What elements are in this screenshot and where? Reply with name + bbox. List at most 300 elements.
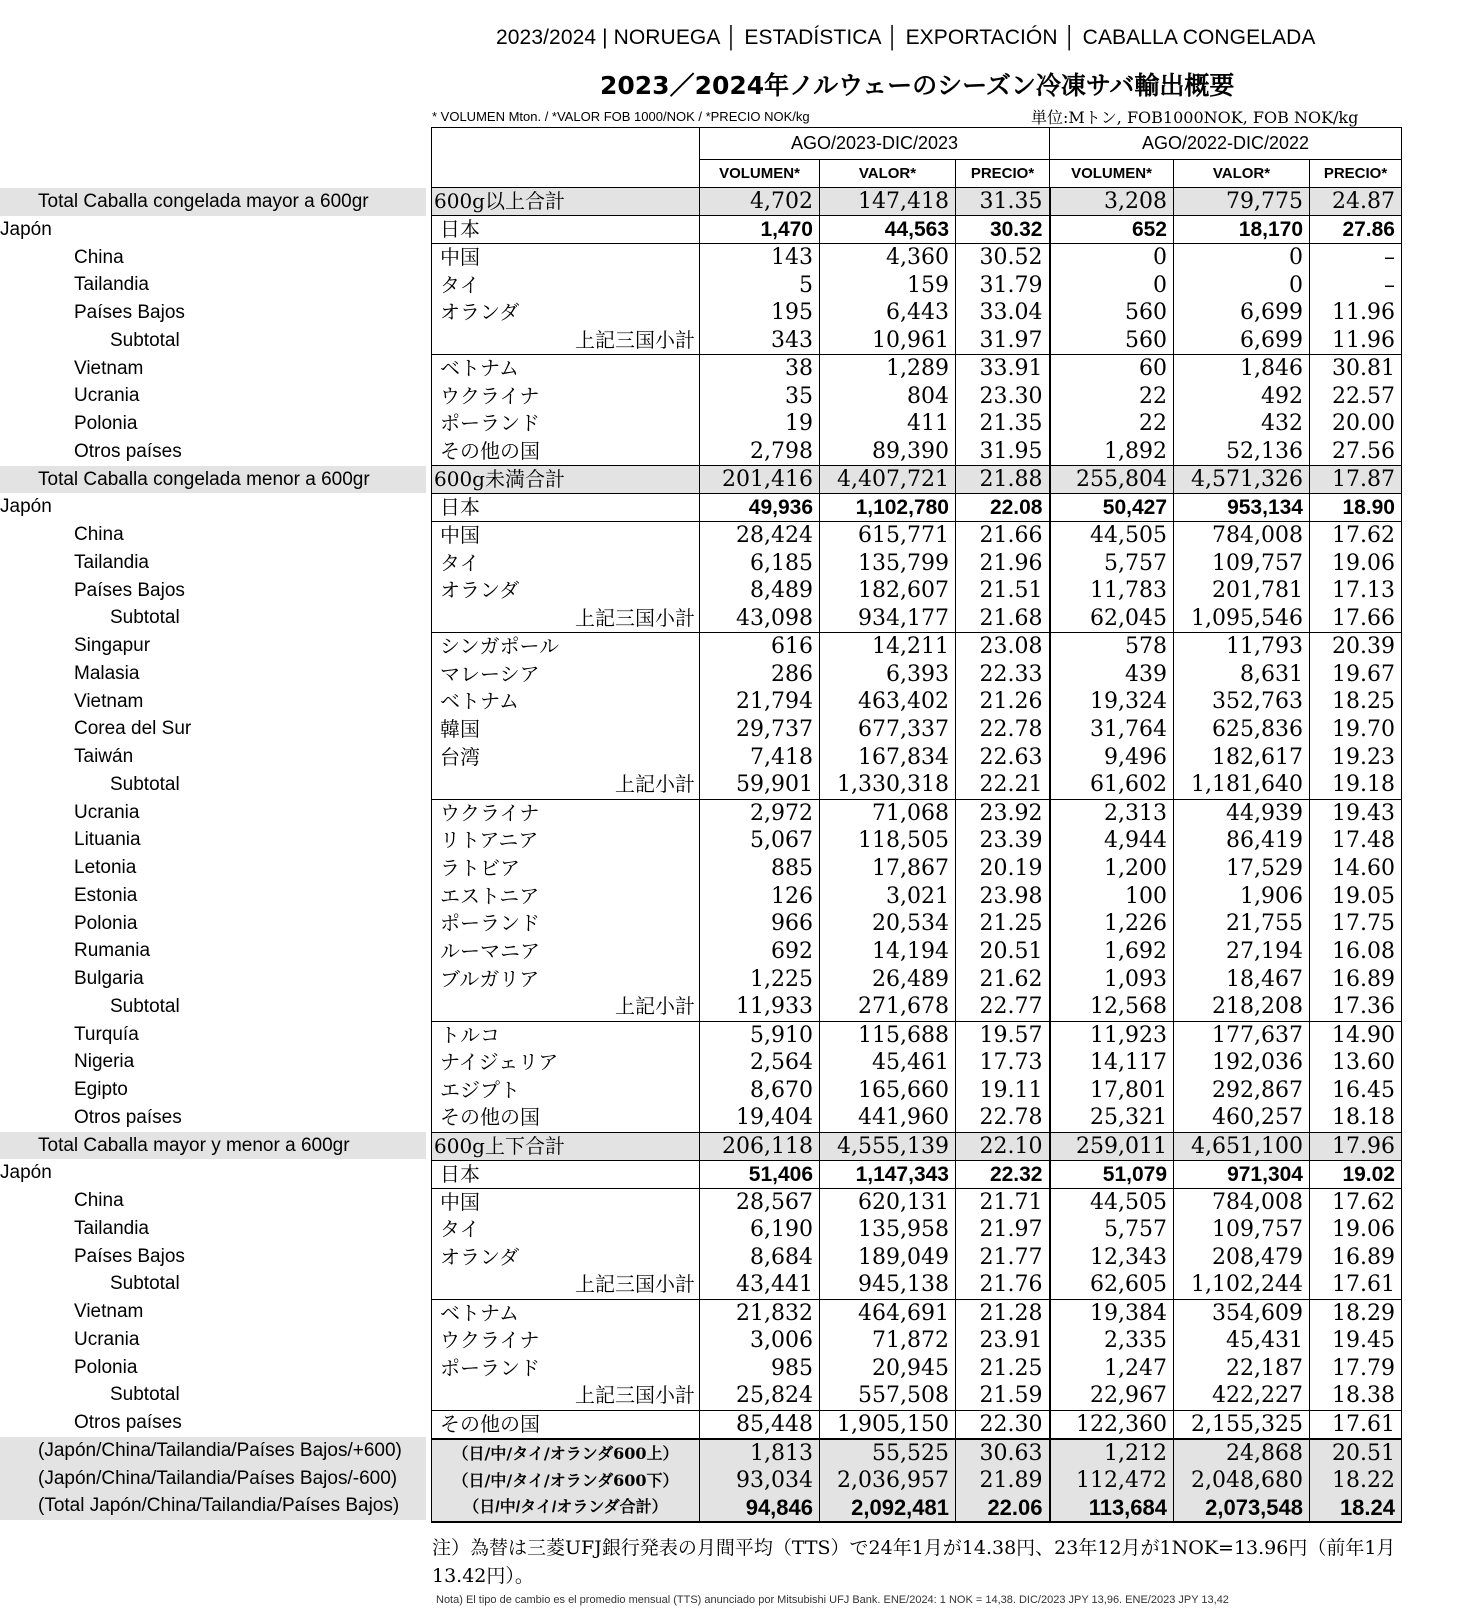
period-2022-header: AGO/2022-DIC/2022 xyxy=(1050,128,1402,160)
cell-precio-2023: 21.25 xyxy=(956,910,1050,938)
table-row xyxy=(432,882,1402,910)
cell-volumen-2022: 439 xyxy=(1050,660,1174,688)
row-label-es: Subtotal xyxy=(110,329,180,351)
cell-volumen-2023: 43,098 xyxy=(700,605,820,633)
row-label-jp: 上記小計 xyxy=(432,771,700,799)
cell-volumen-2023: 2,798 xyxy=(700,438,820,466)
cell-volumen-2023: 8,670 xyxy=(700,1077,820,1105)
cell-precio-2022: 17.96 xyxy=(1310,1132,1402,1160)
cell-valor-2022: 208,479 xyxy=(1174,1244,1310,1272)
table-row xyxy=(432,771,1402,799)
cell-valor-2022: 784,008 xyxy=(1174,522,1310,550)
cell-volumen-2023: 11,933 xyxy=(700,993,820,1021)
cell-precio-2022: 30.81 xyxy=(1310,355,1402,383)
cell-valor-2023: 135,958 xyxy=(820,1216,956,1244)
row-label-jp: エストニア xyxy=(432,882,700,910)
row-label-jp: ウクライナ xyxy=(432,382,700,410)
cell-volumen-2022: 44,505 xyxy=(1050,522,1174,550)
row-label-jp: オランダ xyxy=(432,1244,700,1272)
row-label-es: Países Bajos xyxy=(74,579,185,601)
row-label-es: Otros países xyxy=(74,440,182,462)
cell-precio-2023: 21.77 xyxy=(956,1244,1050,1272)
cell-volumen-2023: 19 xyxy=(700,410,820,438)
cell-volumen-2022: 5,757 xyxy=(1050,549,1174,577)
row-label-jp: 上記三国小計 xyxy=(432,327,700,355)
cell-valor-2023: 1,147,343 xyxy=(820,1160,956,1188)
row-label-es: Egipto xyxy=(74,1079,128,1100)
cell-precio-2023: 23.91 xyxy=(956,1327,1050,1355)
cell-volumen-2023: 3,006 xyxy=(700,1327,820,1355)
cell-valor-2022: 177,637 xyxy=(1174,1021,1310,1049)
cell-precio-2022: 27.56 xyxy=(1310,438,1402,466)
cell-volumen-2022: 62,045 xyxy=(1050,605,1174,633)
cell-precio-2022: 18.25 xyxy=(1310,688,1402,716)
cell-valor-2022: 17,529 xyxy=(1174,855,1310,883)
row-label-jp: その他の国 xyxy=(432,1104,700,1132)
cell-valor-2023: 620,131 xyxy=(820,1188,956,1216)
cell-precio-2022: 17.62 xyxy=(1310,1188,1402,1216)
cell-volumen-2023: 985 xyxy=(700,1355,820,1383)
row-label-es: Letonia xyxy=(74,857,137,878)
cell-volumen-2022: 0 xyxy=(1050,271,1174,299)
cell-volumen-2022: 61,602 xyxy=(1050,771,1174,799)
cell-precio-2023: 22.10 xyxy=(956,1132,1050,1160)
cell-volumen-2022: 11,923 xyxy=(1050,1021,1174,1049)
row-label-es: Rumania xyxy=(74,940,151,962)
table-row xyxy=(432,799,1402,827)
cell-valor-2022: 6,699 xyxy=(1174,299,1310,327)
cell-volumen-2023: 8,489 xyxy=(700,577,820,605)
cell-precio-2022: 19.02 xyxy=(1310,1160,1402,1188)
units-note-jp: 単位:Mトン, FOB1000NOK, FOB NOK/kg xyxy=(1031,108,1359,127)
cell-volumen-2022: 17,801 xyxy=(1050,1077,1174,1105)
row-label-jp: （日/中/タイ/オランダ600上） xyxy=(432,1439,700,1467)
cell-volumen-2022: 1,247 xyxy=(1050,1355,1174,1383)
cell-valor-2023: 89,390 xyxy=(820,438,956,466)
row-label-jp: 上記三国小計 xyxy=(432,605,700,633)
cell-precio-2022: 18.18 xyxy=(1310,1104,1402,1132)
cell-valor-2022: 86,419 xyxy=(1174,827,1310,855)
cell-valor-2023: 677,337 xyxy=(820,716,956,744)
cell-valor-2022: 1,181,640 xyxy=(1174,771,1310,799)
cell-volumen-2023: 43,441 xyxy=(700,1271,820,1299)
cell-precio-2023: 21.71 xyxy=(956,1188,1050,1216)
cell-valor-2023: 557,508 xyxy=(820,1382,956,1410)
cell-valor-2022: 11,793 xyxy=(1174,633,1310,661)
cell-precio-2023: 20.51 xyxy=(956,938,1050,966)
cell-valor-2023: 463,402 xyxy=(820,688,956,716)
row-label-es: Subtotal xyxy=(110,1273,180,1295)
cell-volumen-2022: 12,343 xyxy=(1050,1244,1174,1272)
table-row xyxy=(432,855,1402,883)
table-row xyxy=(432,549,1402,577)
cell-valor-2023: 271,678 xyxy=(820,993,956,1021)
row-label-es: Japón xyxy=(0,496,52,518)
cell-volumen-2023: 1,813 xyxy=(700,1439,820,1467)
cell-valor-2022: 1,906 xyxy=(1174,882,1310,910)
export-table xyxy=(431,127,1402,1523)
cell-volumen-2022: 22,967 xyxy=(1050,1382,1174,1410)
table-row xyxy=(432,910,1402,938)
row-label-jp: （日/中/タイ/オランダ600下） xyxy=(432,1467,700,1495)
row-label-jp: その他の国 xyxy=(432,438,700,466)
cell-precio-2023: 21.35 xyxy=(956,410,1050,438)
cell-volumen-2023: 6,190 xyxy=(700,1216,820,1244)
cell-precio-2023: 21.68 xyxy=(956,605,1050,633)
table-row xyxy=(432,244,1402,272)
row-label-es: Ucrania xyxy=(74,1328,140,1350)
row-label-es: Singapur xyxy=(74,635,151,656)
row-label-jp: ナイジェリア xyxy=(432,1049,700,1077)
cell-volumen-2023: 286 xyxy=(700,660,820,688)
row-label-es: Polonia xyxy=(74,413,138,434)
row-label-es: Vietnam xyxy=(74,690,144,712)
cell-volumen-2022: 578 xyxy=(1050,633,1174,661)
cell-valor-2022: 182,617 xyxy=(1174,744,1310,772)
cell-volumen-2023: 343 xyxy=(700,327,820,355)
cell-precio-2023: 21.76 xyxy=(956,1271,1050,1299)
cell-valor-2023: 804 xyxy=(820,382,956,410)
cell-volumen-2023: 94,846 xyxy=(700,1494,820,1522)
row-label-jp: ベトナム xyxy=(432,688,700,716)
cell-valor-2023: 2,092,481 xyxy=(820,1494,956,1522)
row-label-jp: ウクライナ xyxy=(432,799,700,827)
cell-precio-2022: 20.51 xyxy=(1310,1439,1402,1467)
cell-precio-2022: 19.06 xyxy=(1310,1216,1402,1244)
row-label-jp: 韓国 xyxy=(432,716,700,744)
cell-volumen-2022: 0 xyxy=(1050,244,1174,272)
cell-volumen-2023: 126 xyxy=(700,882,820,910)
cell-volumen-2023: 5,910 xyxy=(700,1021,820,1049)
cell-valor-2023: 1,330,318 xyxy=(820,771,956,799)
cell-precio-2022: 19.05 xyxy=(1310,882,1402,910)
cell-valor-2022: 24,868 xyxy=(1174,1439,1310,1467)
table-row xyxy=(432,382,1402,410)
cell-valor-2022: 201,781 xyxy=(1174,577,1310,605)
cell-valor-2022: 18,467 xyxy=(1174,966,1310,994)
cell-precio-2022: 16.08 xyxy=(1310,938,1402,966)
table-row xyxy=(432,1494,1402,1522)
cell-valor-2023: 10,961 xyxy=(820,327,956,355)
cell-valor-2023: 135,799 xyxy=(820,549,956,577)
row-label-es: Bulgaria xyxy=(74,968,144,989)
cell-valor-2023: 2,036,957 xyxy=(820,1467,956,1495)
spanish-row-labels xyxy=(0,188,426,1520)
cell-valor-2023: 441,960 xyxy=(820,1104,956,1132)
cell-precio-2023: 21.89 xyxy=(956,1467,1050,1495)
units-note-es: * VOLUMEN Mton. / *VALOR FOB 1000/NOK / *PRECIO NOK/kg xyxy=(432,109,810,124)
cell-valor-2022: 352,763 xyxy=(1174,688,1310,716)
cell-precio-2023: 22.32 xyxy=(956,1160,1050,1188)
row-label-es: Ucrania xyxy=(74,385,140,407)
cell-precio-2022: 22.57 xyxy=(1310,382,1402,410)
cell-volumen-2023: 1,225 xyxy=(700,966,820,994)
cell-valor-2022: 2,155,325 xyxy=(1174,1410,1310,1439)
cell-precio-2023: 17.73 xyxy=(956,1049,1050,1077)
row-label-es: Japón xyxy=(0,218,52,240)
cell-valor-2023: 4,407,721 xyxy=(820,466,956,494)
cell-volumen-2022: 1,692 xyxy=(1050,938,1174,966)
cell-volumen-2023: 5 xyxy=(700,271,820,299)
cell-precio-2022: 19.70 xyxy=(1310,716,1402,744)
cell-valor-2023: 3,021 xyxy=(820,882,956,910)
cell-precio-2022: 17.75 xyxy=(1310,910,1402,938)
cell-precio-2022: 19.43 xyxy=(1310,799,1402,827)
row-label-es: Total Caballa congelada mayor a 600gr xyxy=(0,188,426,216)
row-label-es: Otros países xyxy=(74,1412,182,1433)
cell-precio-2023: 20.19 xyxy=(956,855,1050,883)
cell-volumen-2023: 143 xyxy=(700,244,820,272)
cell-precio-2023: 22.08 xyxy=(956,494,1050,522)
cell-volumen-2023: 201,416 xyxy=(700,466,820,494)
cell-precio-2022: 19.18 xyxy=(1310,771,1402,799)
cell-valor-2023: 20,534 xyxy=(820,910,956,938)
cell-precio-2022: 11.96 xyxy=(1310,299,1402,327)
cell-valor-2022: 27,194 xyxy=(1174,938,1310,966)
cell-valor-2022: 2,073,548 xyxy=(1174,1494,1310,1522)
table-row xyxy=(432,271,1402,299)
cell-precio-2022: 16.45 xyxy=(1310,1077,1402,1105)
row-label-jp: ベトナム xyxy=(432,1299,700,1327)
cell-precio-2023: 23.39 xyxy=(956,827,1050,855)
cell-valor-2023: 71,068 xyxy=(820,799,956,827)
row-label-es: (Japón/China/Tailandia/Países Bajos/+600) xyxy=(0,1437,426,1465)
cell-precio-2023: 31.95 xyxy=(956,438,1050,466)
cell-valor-2022: 52,136 xyxy=(1174,438,1310,466)
row-label-es: Subtotal xyxy=(110,1384,180,1406)
row-label-jp: タイ xyxy=(432,271,700,299)
export-table-wrapper xyxy=(431,127,1402,1523)
row-label-jp: 日本 xyxy=(432,1160,700,1188)
row-label-es: Nigeria xyxy=(74,1051,135,1073)
cell-precio-2023: 21.25 xyxy=(956,1355,1050,1383)
cell-volumen-2022: 62,605 xyxy=(1050,1271,1174,1299)
cell-precio-2023: 22.78 xyxy=(956,716,1050,744)
row-label-es: Turquía xyxy=(74,1023,139,1045)
cell-valor-2022: 8,631 xyxy=(1174,660,1310,688)
row-label-es: Corea del Sur xyxy=(74,718,192,740)
table-row xyxy=(432,494,1402,522)
cell-valor-2023: 159 xyxy=(820,271,956,299)
cell-volumen-2023: 5,067 xyxy=(700,827,820,855)
cell-valor-2022: 2,048,680 xyxy=(1174,1467,1310,1495)
row-label-es: Países Bajos xyxy=(74,302,185,323)
cell-volumen-2022: 2,335 xyxy=(1050,1327,1174,1355)
cell-precio-2023: 19.57 xyxy=(956,1021,1050,1049)
cell-precio-2022: 13.60 xyxy=(1310,1049,1402,1077)
cell-volumen-2023: 85,448 xyxy=(700,1410,820,1439)
row-label-jp: リトアニア xyxy=(432,827,700,855)
cell-precio-2023: 21.96 xyxy=(956,549,1050,577)
cell-valor-2023: 71,872 xyxy=(820,1327,956,1355)
table-row xyxy=(432,1216,1402,1244)
cell-precio-2022: 17.61 xyxy=(1310,1271,1402,1299)
cell-precio-2023: 22.21 xyxy=(956,771,1050,799)
row-label-es: Subtotal xyxy=(110,607,180,629)
cell-volumen-2022: 5,757 xyxy=(1050,1216,1174,1244)
row-label-jp: 台湾 xyxy=(432,744,700,772)
cell-volumen-2022: 255,804 xyxy=(1050,466,1174,494)
row-label-es: Taiwán xyxy=(74,746,134,767)
cell-precio-2022: 16.89 xyxy=(1310,1244,1402,1272)
cell-precio-2022: 18.38 xyxy=(1310,1382,1402,1410)
cell-valor-2023: 182,607 xyxy=(820,577,956,605)
cell-volumen-2022: 22 xyxy=(1050,382,1174,410)
table-body xyxy=(432,188,1402,1523)
cell-volumen-2023: 206,118 xyxy=(700,1132,820,1160)
cell-precio-2023: 33.04 xyxy=(956,299,1050,327)
cell-valor-2022: 0 xyxy=(1174,271,1310,299)
cell-valor-2023: 20,945 xyxy=(820,1355,956,1383)
header-corner xyxy=(432,128,700,188)
cell-volumen-2023: 51,406 xyxy=(700,1160,820,1188)
cell-precio-2023: 22.30 xyxy=(956,1410,1050,1439)
cell-valor-2023: 44,563 xyxy=(820,216,956,244)
row-label-jp: シンガポール xyxy=(432,633,700,661)
cell-valor-2022: 1,846 xyxy=(1174,355,1310,383)
cell-valor-2022: 4,651,100 xyxy=(1174,1132,1310,1160)
cell-valor-2022: 44,939 xyxy=(1174,799,1310,827)
cell-valor-2023: 14,211 xyxy=(820,633,956,661)
row-label-jp: トルコ xyxy=(432,1021,700,1049)
row-label-jp: 日本 xyxy=(432,216,700,244)
cell-precio-2023: 30.52 xyxy=(956,244,1050,272)
cell-precio-2023: 19.11 xyxy=(956,1077,1050,1105)
row-label-jp: ポーランド xyxy=(432,1355,700,1383)
cell-volumen-2022: 12,568 xyxy=(1050,993,1174,1021)
cell-precio-2022: 17.48 xyxy=(1310,827,1402,855)
table-row xyxy=(432,355,1402,383)
cell-volumen-2022: 1,226 xyxy=(1050,910,1174,938)
cell-volumen-2023: 28,424 xyxy=(700,522,820,550)
table-row xyxy=(432,466,1402,494)
cell-volumen-2022: 3,208 xyxy=(1050,188,1174,216)
cell-precio-2022: 17.13 xyxy=(1310,577,1402,605)
row-label-es: Países Bajos xyxy=(74,1245,185,1267)
table-row xyxy=(432,522,1402,550)
cell-precio-2023: 23.30 xyxy=(956,382,1050,410)
cell-valor-2022: 292,867 xyxy=(1174,1077,1310,1105)
table-row xyxy=(432,188,1402,216)
cell-volumen-2023: 35 xyxy=(700,382,820,410)
cell-volumen-2023: 885 xyxy=(700,855,820,883)
cell-volumen-2022: 60 xyxy=(1050,355,1174,383)
cell-valor-2023: 4,555,139 xyxy=(820,1132,956,1160)
row-label-jp: 中国 xyxy=(432,244,700,272)
cell-volumen-2022: 652 xyxy=(1050,216,1174,244)
cell-valor-2022: 18,170 xyxy=(1174,216,1310,244)
cell-precio-2022: – xyxy=(1310,271,1402,299)
cell-valor-2022: 971,304 xyxy=(1174,1160,1310,1188)
cell-valor-2023: 615,771 xyxy=(820,522,956,550)
cell-precio-2023: 23.92 xyxy=(956,799,1050,827)
row-label-es: Ucrania xyxy=(74,801,140,823)
cell-volumen-2022: 14,117 xyxy=(1050,1049,1174,1077)
cell-precio-2022: 18.22 xyxy=(1310,1467,1402,1495)
cell-precio-2022: 18.90 xyxy=(1310,494,1402,522)
row-label-jp: 上記三国小計 xyxy=(432,1271,700,1299)
cell-volumen-2022: 113,684 xyxy=(1050,1494,1174,1522)
row-label-es: China xyxy=(74,246,124,268)
row-label-jp: 600g未満合計 xyxy=(432,466,700,494)
row-label-jp: オランダ xyxy=(432,577,700,605)
cell-volumen-2022: 31,764 xyxy=(1050,716,1174,744)
cell-valor-2023: 167,834 xyxy=(820,744,956,772)
cell-valor-2022: 4,571,326 xyxy=(1174,466,1310,494)
cell-valor-2023: 1,289 xyxy=(820,355,956,383)
cell-precio-2023: 33.91 xyxy=(956,355,1050,383)
cell-valor-2023: 55,525 xyxy=(820,1439,956,1467)
japanese-title: 2023／2024年ノルウェーのシーズン冷凍サバ輸出概要 xyxy=(600,71,1235,100)
table-row xyxy=(432,1439,1402,1467)
cell-volumen-2023: 38 xyxy=(700,355,820,383)
table-row xyxy=(432,1021,1402,1049)
cell-precio-2022: – xyxy=(1310,244,1402,272)
cell-valor-2023: 14,194 xyxy=(820,938,956,966)
row-label-jp: その他の国 xyxy=(432,1410,700,1439)
row-label-es: Lituania xyxy=(74,829,141,851)
table-row xyxy=(432,1467,1402,1495)
cell-valor-2022: 1,102,244 xyxy=(1174,1271,1310,1299)
cell-volumen-2022: 25,321 xyxy=(1050,1104,1174,1132)
table-row xyxy=(432,1244,1402,1272)
cell-precio-2023: 21.66 xyxy=(956,522,1050,550)
row-label-es: Polonia xyxy=(74,912,138,934)
cell-volumen-2023: 29,737 xyxy=(700,716,820,744)
cell-volumen-2022: 51,079 xyxy=(1050,1160,1174,1188)
cell-valor-2023: 26,489 xyxy=(820,966,956,994)
cell-valor-2023: 1,102,780 xyxy=(820,494,956,522)
row-label-jp: タイ xyxy=(432,1216,700,1244)
col-valor-2023: VALOR* xyxy=(820,160,956,188)
table-row xyxy=(432,966,1402,994)
cell-precio-2023: 31.35 xyxy=(956,188,1050,216)
row-label-jp: 上記小計 xyxy=(432,993,700,1021)
table-row xyxy=(432,660,1402,688)
table-row xyxy=(432,1382,1402,1410)
cell-valor-2022: 22,187 xyxy=(1174,1355,1310,1383)
row-label-es: Total Caballa congelada menor a 600gr xyxy=(0,466,426,494)
row-label-es: Tailandia xyxy=(74,274,149,296)
table-row xyxy=(432,1160,1402,1188)
cell-volumen-2023: 21,794 xyxy=(700,688,820,716)
cell-valor-2022: 625,836 xyxy=(1174,716,1310,744)
cell-volumen-2022: 2,313 xyxy=(1050,799,1174,827)
table-row xyxy=(432,938,1402,966)
table-row xyxy=(432,299,1402,327)
col-volumen-2023: VOLUMEN* xyxy=(700,160,820,188)
cell-valor-2022: 953,134 xyxy=(1174,494,1310,522)
row-label-jp: 日本 xyxy=(432,494,700,522)
cell-volumen-2023: 28,567 xyxy=(700,1188,820,1216)
table-row xyxy=(432,1104,1402,1132)
row-label-jp: タイ xyxy=(432,549,700,577)
table-row xyxy=(432,327,1402,355)
row-label-es: China xyxy=(74,1190,124,1211)
row-label-es: Estonia xyxy=(74,884,138,906)
cell-volumen-2023: 195 xyxy=(700,299,820,327)
cell-precio-2022: 17.79 xyxy=(1310,1355,1402,1383)
table-row xyxy=(432,438,1402,466)
table-row xyxy=(432,1271,1402,1299)
row-label-jp: ルーマニア xyxy=(432,938,700,966)
cell-precio-2023: 31.79 xyxy=(956,271,1050,299)
col-volumen-2022: VOLUMEN* xyxy=(1050,160,1174,188)
row-label-es: Subtotal xyxy=(110,995,180,1017)
cell-volumen-2022: 112,472 xyxy=(1050,1467,1174,1495)
cell-volumen-2023: 1,470 xyxy=(700,216,820,244)
cell-valor-2022: 354,609 xyxy=(1174,1299,1310,1327)
